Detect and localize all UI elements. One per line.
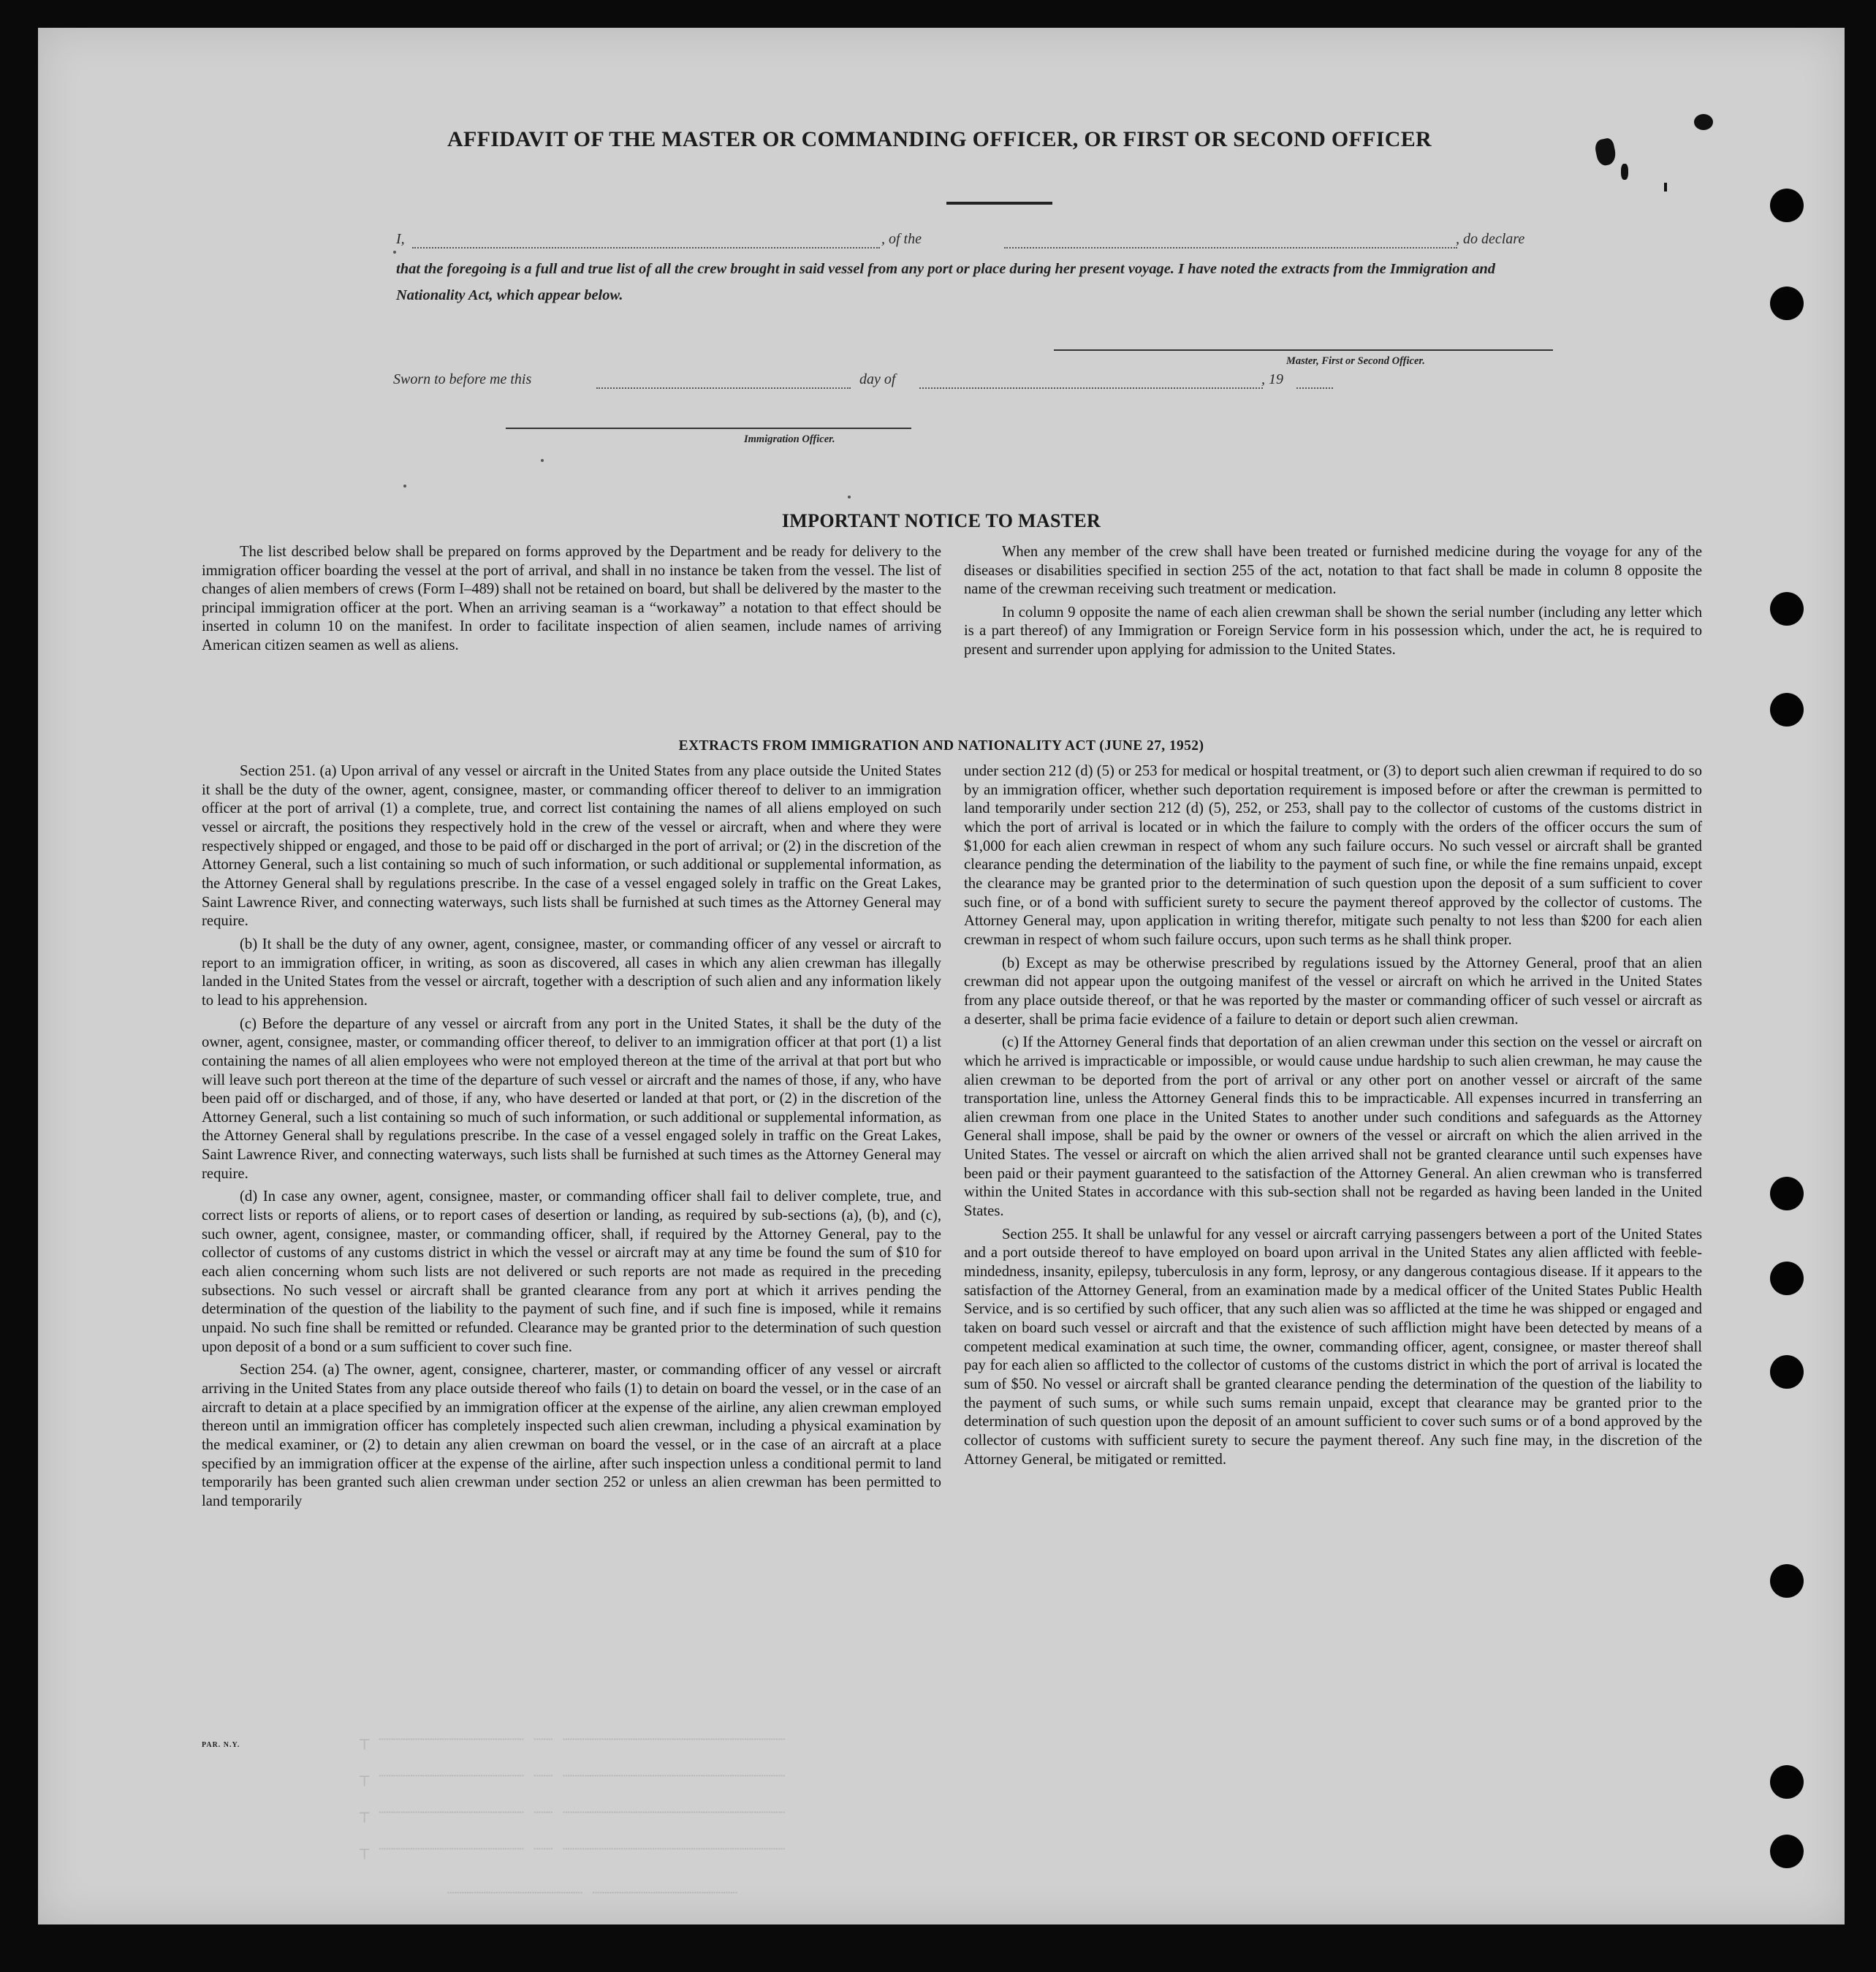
year-label: , 19 xyxy=(1261,371,1283,387)
section-254-b: (b) Except as may be otherwise prescribed by regulations issued by the Attorney General, proof that an alien crewman did not appear upon the outgoing manifest of the vessel or aircraft on which he arrived in the United States from any place outside thereof, or that he was reported by the master or commanding officer of such vessel or aircraft as a deserter, shall be prima facie evidence of a failure to detain or deport such alien crewman. xyxy=(964,955,1702,1028)
punch-hole xyxy=(1770,1177,1804,1210)
name-field[interactable] xyxy=(412,247,880,249)
section-254-c: (c) If the Attorney General finds that deportation of an alien crewman under this section on the vessel or aircraft on which he arrived is impracticable or impossible, or would cause undue hardship to such alien crewman, he may cause the alien crewman to be deported from the port of arrival or any other port on another vessel or aircraft of the same transportation line, unless the Attorney General finds this to be impracticable. All expenses incurred in transferring an alien crewman from one place in the United States to another under such conditions and safeguards as the Attorney General shall impose, shall be paid by the owner or owners of the vessel or aircraft on which the alien arrived in the United States. The vessel or aircraft on which the alien arrived shall not be granted clearance until such expenses have been paid or their payment guaranteed to the satisfaction of the Attorney General. An alien crewman who is transferred within the United States in accordance with this sub-section shall not be regarded as having been landed in the United States. xyxy=(964,1034,1702,1220)
year-field[interactable] xyxy=(1296,387,1333,389)
affidavit-title: AFFIDAVIT OF THE MASTER OR COMMANDING OFFICER, OR FIRST OR SECOND OFFICER xyxy=(447,127,1432,151)
notice-right-paragraph-1: When any member of the crew shall have been treated or furnished medicine during the voyage for any of the diseases or disabilities specified in section 255 of the act, notation to that fact shall be made in column 8 opposite the name of the crewman receiving such treatment or medication. xyxy=(964,544,1702,598)
bleed-through-row: ┬ ┈┈┈┈┈┈┈┈┈┈┈┈┈┈┈ ┈┈ ┈┈┈┈┈┈┈┈┈┈┈┈┈┈┈┈┈┈┈┈┈┈┈ xyxy=(360,1732,786,1750)
notice-left-column xyxy=(202,543,941,660)
ink-blot-small xyxy=(1621,164,1628,180)
section-254-a-continued: under section 212 (d) (5) or 253 for medical or hospital treatment, or (3) to deport such alien crewman if required to do so by an immigration officer, whether such deportation requirement is imposed before or after the crewman is permitted to land temporarily under section 212 (d) (5), 252, or 253, shall pay to the collector of customs of the customs district in which the port of arrival is located or in which the failure to comply with the orders of the officer occurs the sum of $1,000 for each alien crewman in respect of whom any such failure occurs. No such vessel or aircraft shall be granted clearance pending the determination of the liability to the payment of such fine, or while the fine remains unpaid, except the clearance may be granted prior to the determination of such question upon the deposit of a sum sufficient to cover such fine, or of a bond with sufficient surety to secure the payment thereof approved by the collector of customs. The Attorney General may, upon application in writing therefor, mitigate such penalty to not less than $200 for each alien crewman in respect of whom such failure occurs, upon such terms as he shall think proper. xyxy=(964,763,1702,948)
notice-right-column xyxy=(964,543,1702,664)
day-of-label: day of xyxy=(859,371,896,387)
punch-hole xyxy=(1770,1835,1804,1868)
declaration-line xyxy=(396,231,1558,253)
ink-blot-dot xyxy=(1694,114,1713,130)
title-underline xyxy=(946,202,1052,205)
vessel-field[interactable] xyxy=(1004,247,1457,249)
section-251-d: (d) In case any owner, agent, consignee, master, or commanding officer shall fail to deliver complete, true, and correct lists or reports of aliens, or to report cases of desertion or landing, as required by sub-sections (a), (b), and (c), such owner, agent, consignee, master, or commanding officer, shall, if required by the Attorney General, pay to the collector of customs of any customs district in which the vessel or aircraft may at any time be found the sum of $10 for each alien concerning whom such lists are not delivered or such reports are not made as required in the preceding subsections. No such vessel or aircraft shall be granted clearance from any port at which it arrives pending the determination of the question of the liability to the payment of such fine, and if such fine is imposed, while it remains unpaid. No such fine shall be remitted or refunded. Clearance may be granted prior to the determination of such question upon deposit of a bond or a sum sufficient to cover such fine. xyxy=(202,1188,941,1355)
declaration-text: that the foregoing is a full and true list of all the crew brought in said vessel from any port or place during her present voyage. I have noted the extracts from the Immigration and Nationality Act, which appear below. xyxy=(396,261,1495,303)
bleed-through-row: ┈┈┈┈┈┈┈┈┈┈┈┈┈┈ ┈┈┈┈┈┈┈┈┈┈┈┈┈┈┈ xyxy=(447,1885,738,1903)
printer-mark: PAR. N.Y. xyxy=(202,1741,240,1749)
punch-hole xyxy=(1770,1765,1804,1799)
bleed-through-marks xyxy=(360,1731,1748,1906)
sworn-day-field[interactable] xyxy=(596,387,851,389)
ink-mark xyxy=(1664,183,1667,191)
ink-blot xyxy=(1594,137,1618,167)
extracts-title: EXTRACTS FROM IMMIGRATION AND NATIONALITY ACT (JUNE 27, 1952) xyxy=(678,738,1204,754)
master-signature-label: Master, First or Second Officer. xyxy=(1286,355,1425,367)
document-page xyxy=(38,28,1845,1924)
officer-signature-label: Immigration Officer. xyxy=(744,433,835,445)
master-signature-line[interactable] xyxy=(1054,349,1553,351)
notice-right-paragraph-2: In column 9 opposite the name of each alien crewman shall be shown the serial number (including any letter which is a part thereof) of any Immigration or Foreign Service form in his possession which, under the act, he is required to present and surrender upon applying for admission to the United States. xyxy=(964,604,1702,658)
punch-hole xyxy=(1770,1355,1804,1389)
sworn-month-field[interactable] xyxy=(919,387,1263,389)
i-label: I, xyxy=(396,231,405,247)
punch-hole xyxy=(1770,1564,1804,1598)
officer-signature-line[interactable] xyxy=(506,428,911,429)
punch-hole xyxy=(1770,693,1804,727)
do-declare-label: , do declare xyxy=(1456,231,1525,247)
notice-title: IMPORTANT NOTICE TO MASTER xyxy=(781,510,1101,531)
speck xyxy=(541,459,544,462)
section-251-c: (c) Before the departure of any vessel or aircraft from any port in the United States, it shall be the duty of the owner, agent, consignee, master, or commanding officer thereof, to deliver to an immigration officer at that port (1) a list containing the names of all alien employees who were not employed thereon at the time of the arrival at that port but who will leave such port thereon at the time of the departure of such vessel or aircraft and the names of those, if any, who have been paid off or discharged, and of those, if any, who have deserted or landed at that port, or (2) in the discretion of the Attorney General, such a list containing so much of such information, or such additional or supplemental information, as the Attorney General shall by regulations prescribe. In the case of a vessel engaged solely in traffic on the Great Lakes, Saint Lawrence River, and connecting waterways, such lists shall be furnished at such times as the Attorney General may require. xyxy=(202,1015,941,1182)
notice-left-paragraph: The list described below shall be prepared on forms approved by the Department and be ready for delivery to the immigration officer boarding the vessel at the port of arrival, and shall in no instance be taken from the vessel. The list of changes of alien members of crews (Form I–489) shall not be retained on board, but shall be delivered by the master to the principal immigration officer at the port. When an arriving seaman is a “workaway” a notation to that effect should be inserted in column 10 on the manifest. In order to facilitate inspection of alien seamen, include names of arriving American citizen seamen as well as aliens. xyxy=(202,544,941,653)
extracts-right-column xyxy=(964,762,1702,1474)
extracts-left-column xyxy=(202,762,941,1516)
section-254-a: Section 254. (a) The owner, agent, consignee, charterer, master, or commanding officer of any vessel or aircraft arriving in the United States from any place outside thereof who fails (1) to detain on board the vessel, or in the case of an aircraft to detain at a place specified by an immigration officer at the expense of the airline, any alien crewman employed thereon until an immigration officer has completely inspected such alien crewman, including a physical examination by the medical examiner, or (2) to detain any alien crewman on board the vessel, or in the case of an aircraft at a place specified by an immigration officer at the expense of the airline, after such inspection unless a conditional permit to land temporarily has been granted such alien crewman under section 252 or unless an alien crewman has been permitted to land temporarily xyxy=(202,1362,941,1509)
speck xyxy=(848,496,851,498)
bleed-through-row: ┬ ┈┈┈┈┈┈┈┈┈┈┈┈┈┈┈ ┈┈ ┈┈┈┈┈┈┈┈┈┈┈┈┈┈┈┈┈┈┈┈┈┈┈ xyxy=(360,1768,786,1786)
punch-hole xyxy=(1770,1262,1804,1295)
punch-hole xyxy=(1770,287,1804,320)
section-251-a: Section 251. (a) Upon arrival of any vessel or aircraft in the United States from any place outside the United States it shall be the duty of the owner, agent, consignee, master, or commanding officer thereof to deliver to an immigration officer at the port of arrival (1) a complete, true, and correct list containing the names of all aliens employed on such vessel or aircraft, the positions they respectively hold in the crew of the vessel or aircraft, when and where they were respectively shipped or engaged, and those to be paid off or discharged in the port of arrival; or (2) in the discretion of the Attorney General, such a list containing so much of such information, or such additional or supplemental information, as the Attorney General shall by regulations prescribe. In the case of a vessel engaged solely in traffic on the Great Lakes, Saint Lawrence River, and connecting waterways, such lists shall be furnished at such times as the Attorney General may require. xyxy=(202,763,941,930)
sworn-line xyxy=(393,371,1555,393)
speck xyxy=(393,251,396,254)
punch-hole xyxy=(1770,592,1804,626)
of-the-label: , of the xyxy=(881,231,922,247)
sworn-label: Sworn to before me this xyxy=(393,371,532,387)
section-251-b: (b) It shall be the duty of any owner, agent, consignee, master, or commanding officer of any vessel or aircraft to report to an immigration officer, in writing, as soon as discovered, all cases in which any alien crewman has illegally landed in the United States from the vessel or aircraft, together with a description of such alien and any information likely to lead to his apprehension. xyxy=(202,936,941,1009)
bleed-through-row: ┬ ┈┈┈┈┈┈┈┈┈┈┈┈┈┈┈ ┈┈ ┈┈┈┈┈┈┈┈┈┈┈┈┈┈┈┈┈┈┈┈┈┈┈ xyxy=(360,1805,786,1823)
punch-hole xyxy=(1770,189,1804,222)
section-255: Section 255. It shall be unlawful for any vessel or aircraft carrying passengers between a port of the United States and a port outside thereof to have employed on board upon arrival in the United States any alien afflicted with feeble-mindedness, insanity, epilepsy, tuberculosis in any form, leprosy, or any dangerous contagious disease. If it appears to the satisfaction of the Attorney General, from an examination made by a medical officer of the United States Public Health Service, and is so certified by such officer, that any such alien was so afflicted at the time he was shipped or engaged and taken on board such vessel or aircraft and that the existence of such affliction might have been detected by means of a competent medical examination at such time, the owner, commanding officer, agent, consignee, or master thereof shall pay for each alien so afflicted to the collector of customs of the customs district in which the port of arrival is located the sum of $50. No vessel or aircraft shall be granted clearance pending the determination of the question of the liability to the payment of such sums, or while such sums remain unpaid, except that clearance may be granted prior to the determination of such question upon the deposit of an amount sufficient to cover such sums or of a bond approved by the collector of customs with sufficient surety to secure the payment thereof. Any such fine may, in the discretion of the Attorney General, be mitigated or remitted. xyxy=(964,1226,1702,1468)
speck xyxy=(403,485,406,488)
bleed-through-row: ┬ ┈┈┈┈┈┈┈┈┈┈┈┈┈┈┈ ┈┈ ┈┈┈┈┈┈┈┈┈┈┈┈┈┈┈┈┈┈┈┈┈┈┈ xyxy=(360,1841,786,1859)
